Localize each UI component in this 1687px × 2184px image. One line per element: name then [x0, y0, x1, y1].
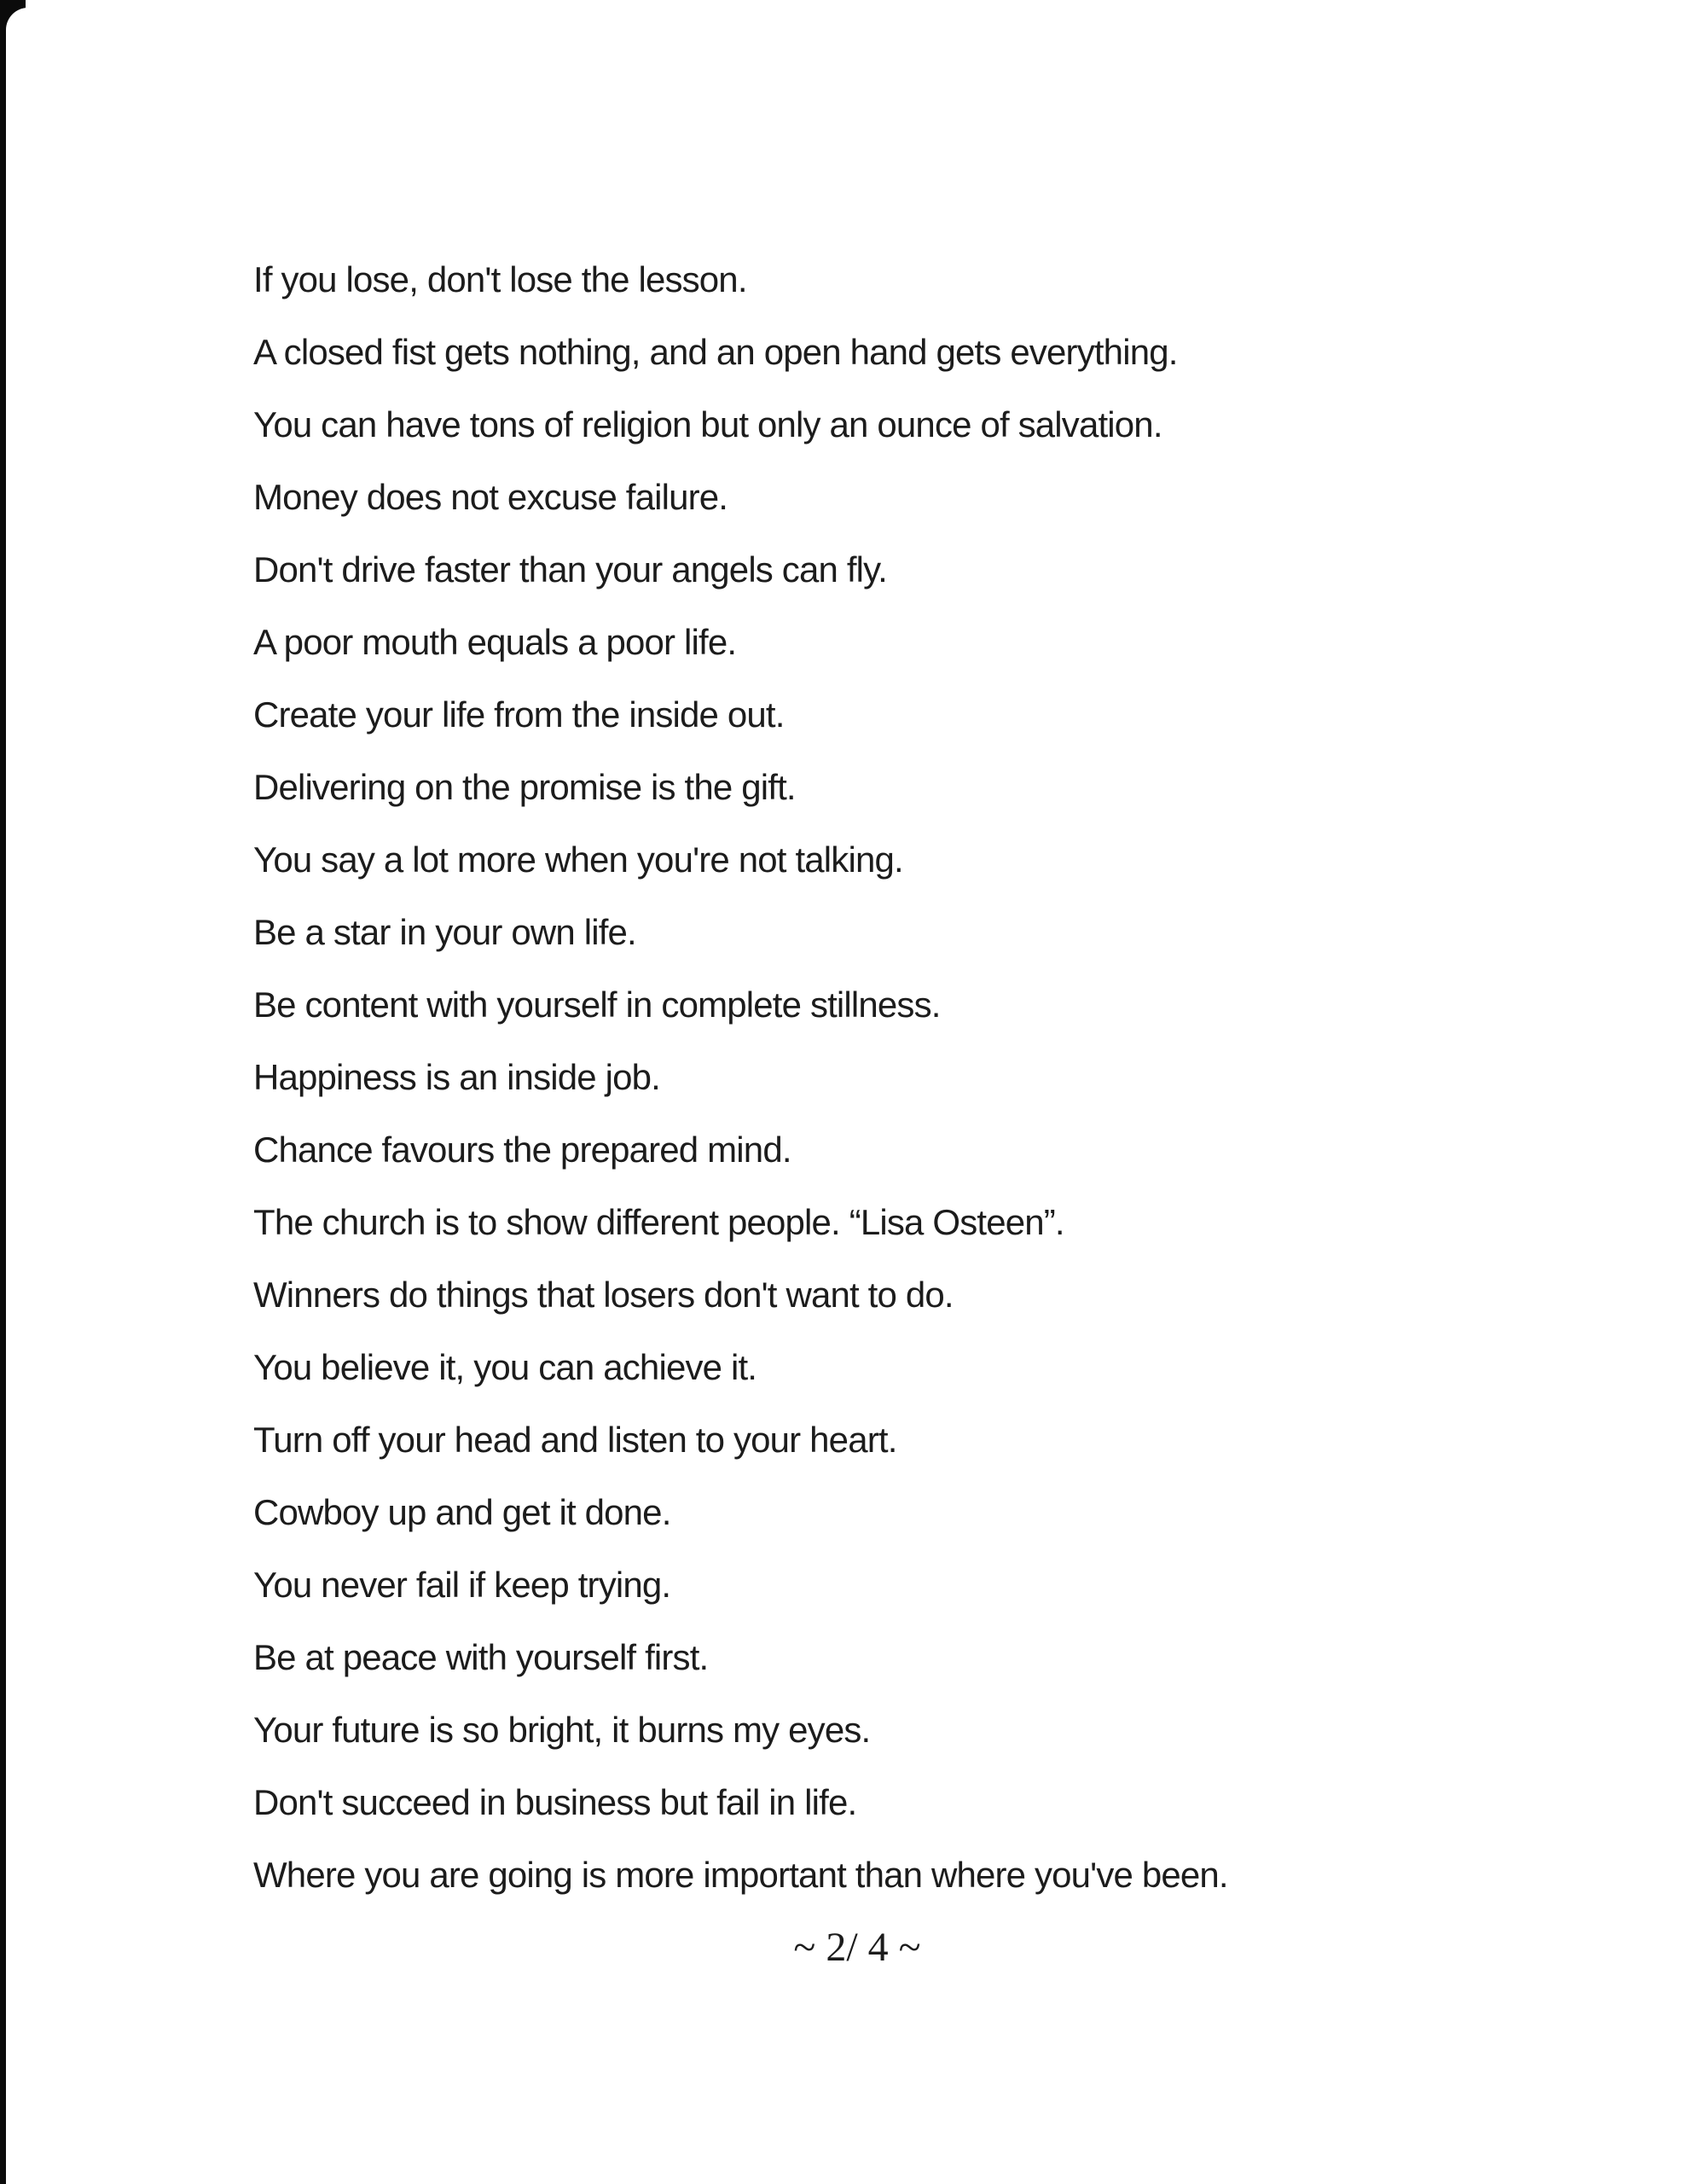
quote-line: The church is to show different people. “Lisa Osteen”.: [253, 1202, 1064, 1242]
quote-line: Create your life from the inside out.: [253, 694, 785, 735]
quote-line: Money does not excuse failure.: [253, 477, 728, 517]
page-number: ~ 2/ 4 ~: [793, 1925, 921, 1970]
quote-line: A poor mouth equals a poor life.: [253, 622, 737, 662]
quote-list: [253, 243, 1585, 1911]
quote-line: Don't drive faster than your angels can fly.: [253, 549, 888, 590]
quote-line: Be at peace with yourself first.: [253, 1637, 709, 1677]
quote-line: Winners do things that losers don't want to do.: [253, 1275, 954, 1315]
page-rounded-corner: [6, 8, 45, 64]
quote-line: Happiness is an inside job.: [253, 1057, 660, 1097]
quote-line: You believe it, you can achieve it.: [253, 1347, 757, 1387]
quote-line: A closed fist gets nothing, and an open hand gets everything.: [253, 332, 1178, 372]
scan-edge-artifact: [0, 0, 6, 2184]
quote-line: You say a lot more when you're not talking.: [253, 839, 903, 880]
quote-line: Chance favours the prepared mind.: [253, 1130, 791, 1170]
quote-line: You can have tons of religion but only an ounce of salvation.: [253, 404, 1162, 444]
quote-line: Cowboy up and get it done.: [253, 1492, 671, 1532]
quote-line: Delivering on the promise is the gift.: [253, 767, 796, 807]
quote-line: Turn off your head and listen to your heart.: [253, 1420, 897, 1460]
quote-line: Be a star in your own life.: [253, 912, 636, 952]
quote-line: Be content with yourself in complete stillness.: [253, 985, 941, 1025]
quote-line: If you lose, don't lose the lesson.: [253, 259, 747, 299]
quote-line: You never fail if keep trying.: [253, 1565, 671, 1605]
quote-line: Where you are going is more important than where you've been.: [253, 1855, 1228, 1895]
scan-corner-artifact: [0, 0, 26, 39]
quote-line: Your future is so bright, it burns my eyes.: [253, 1710, 871, 1750]
quote-line: Don't succeed in business but fail in life.: [253, 1782, 857, 1822]
